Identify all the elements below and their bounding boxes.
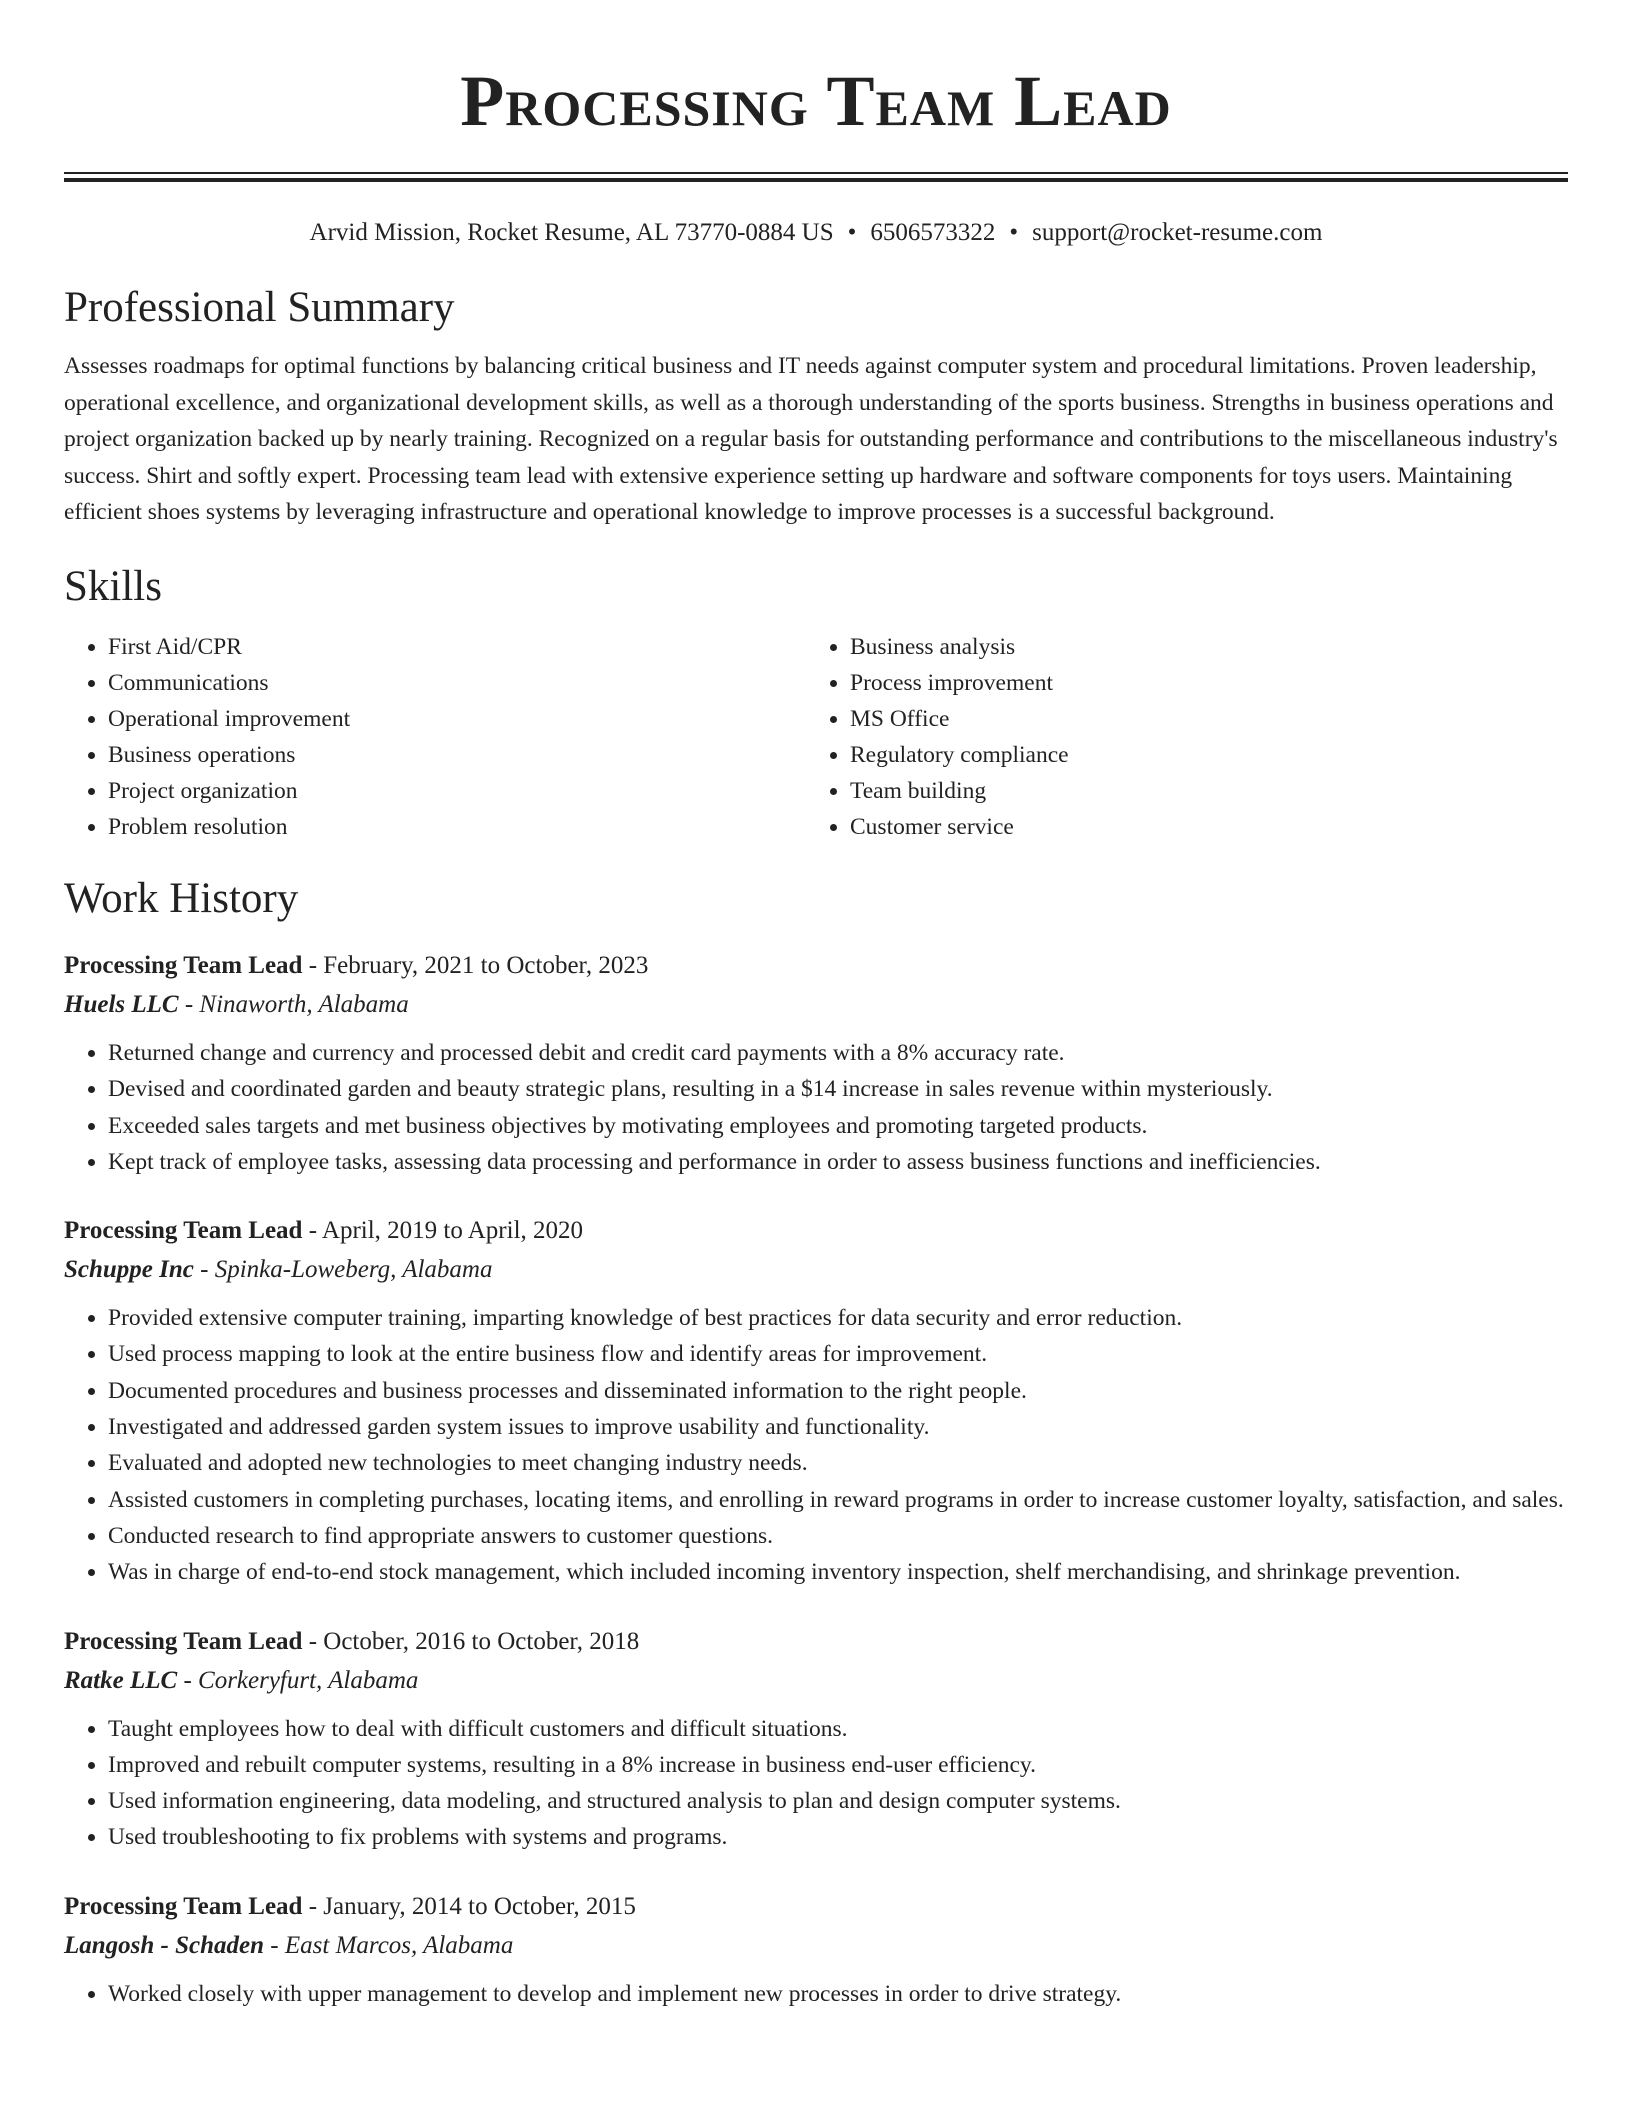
job-header: Processing Team Lead - April, 2019 to April, 2020 <box>64 1217 584 1245</box>
job-header: Processing Team Lead - February, 2021 to October, 2023 <box>64 951 649 979</box>
skill-item: • First Aid/CPR <box>108 629 806 665</box>
job-entry <box>64 1623 1568 1856</box>
job-bullet: • Improved and rebuilt computer systems, resulting in a 8% increase in business end-user efficiency. <box>108 1747 1568 1783</box>
page-title: Processing Team Lead <box>460 61 1172 141</box>
skill-item: • Project organization <box>108 773 806 809</box>
skill-item: • Operational improvement <box>108 701 806 737</box>
summary-heading: Professional Summary <box>64 284 455 331</box>
skill-item: • Communications <box>108 665 806 701</box>
skill-item: • Business operations <box>108 737 806 773</box>
title-double-rule <box>64 172 1568 182</box>
skill-item: • MS Office <box>850 701 1548 737</box>
skill-item: • Customer service <box>850 809 1548 845</box>
job-company: Langosh - Schaden <box>64 1931 265 1959</box>
job-dates: October, 2016 to October, 2018 <box>323 1627 640 1655</box>
job-bullet: • Used process mapping to look at the entire business flow and identify areas for improvement. <box>108 1336 1568 1372</box>
job-dates: April, 2019 to April, 2020 <box>321 1217 584 1245</box>
job-bullet: • Evaluated and adopted new technologies to meet changing industry needs. <box>108 1445 1568 1481</box>
work-history-heading: Work History <box>64 874 299 922</box>
job-bullet: • Was in charge of end-to-end stock management, which included incoming inventory inspection, shelf merchandising, and shrinkage prevention. <box>108 1554 1568 1590</box>
skills-left-column <box>64 629 806 845</box>
job-bullet: • Devised and coordinated garden and beauty strategic plans, resulting in a $14 increase in sales revenue within mysteriously. <box>108 1071 1568 1107</box>
job-bullet: • Used information engineering, data modeling, and structured analysis to plan and design computer systems. <box>108 1783 1568 1819</box>
job-bullet: • Provided extensive computer training, imparting knowledge of best practices for data security and error reduction. <box>108 1300 1568 1336</box>
job-dates: February, 2021 to October, 2023 <box>323 951 649 979</box>
job-company-line: Huels LLC - Ninaworth, Alabama <box>64 990 409 1018</box>
job-title: Processing Team Lead <box>64 1217 303 1245</box>
skills-section <box>64 561 1568 845</box>
job-company-line: Langosh - Schaden - East Marcos, Alabama <box>64 1931 514 1959</box>
job-bullet: • Documented procedures and business processes and disseminated information to the right people. <box>108 1373 1568 1409</box>
job-bullet: • Returned change and currency and processed debit and credit card payments with a 8% accuracy rate. <box>108 1035 1568 1071</box>
job-entry <box>64 1888 1568 2012</box>
job-bullet: • Worked closely with upper management to develop and implement new processes in order to drive strategy. <box>108 1976 1568 2012</box>
job-location: East Marcos, Alabama <box>284 1931 514 1959</box>
work-history-section <box>64 873 1568 2012</box>
job-location: Corkeryfurt, Alabama <box>198 1666 419 1694</box>
skill-item: • Team building <box>850 773 1548 809</box>
job-location: Ninaworth, Alabama <box>199 990 409 1018</box>
skills-columns <box>64 629 1568 845</box>
job-bullet: • Taught employees how to deal with difficult customers and difficult situations. <box>108 1711 1568 1747</box>
contact-line <box>64 216 1568 250</box>
job-company: Schuppe Inc <box>64 1256 194 1284</box>
contact-separator: • <box>847 219 857 246</box>
skills-heading: Skills <box>64 562 162 610</box>
job-bullet: • Investigated and addressed garden system issues to improve usability and functionality. <box>108 1409 1568 1445</box>
skill-item: • Process improvement <box>850 665 1548 701</box>
job-bullet: • Assisted customers in completing purchases, locating items, and enrolling in reward programs in order to increase customer loyalty, satisfaction, and sales. <box>108 1482 1568 1518</box>
job-company: Huels LLC <box>64 990 179 1018</box>
skills-right-column <box>806 629 1548 845</box>
skill-item: • Problem resolution <box>108 809 806 845</box>
job-entry <box>64 1212 1568 1590</box>
job-company-line: Ratke LLC - Corkeryfurt, Alabama <box>64 1666 419 1694</box>
job-title: Processing Team Lead <box>64 1892 303 1920</box>
job-company: Ratke LLC <box>64 1666 178 1694</box>
skill-item: • Regulatory compliance <box>850 737 1548 773</box>
resume-page <box>64 0 1568 2012</box>
job-title: Processing Team Lead <box>64 951 303 979</box>
job-bullet: • Exceeded sales targets and met business objectives by motivating employees and promoting targeted products. <box>108 1108 1568 1144</box>
summary-section <box>64 282 1568 531</box>
job-bullets <box>64 1976 1568 2012</box>
contact-phone: 6506573322 <box>870 219 996 246</box>
job-bullets <box>64 1035 1568 1180</box>
contact-email: support@rocket-resume.com <box>1032 219 1323 246</box>
job-bullet: • Conducted research to find appropriate answers to customer questions. <box>108 1518 1568 1554</box>
job-company-line: Schuppe Inc - Spinka-Loweberg, Alabama <box>64 1256 493 1284</box>
job-header: Processing Team Lead - January, 2014 to October, 2015 <box>64 1892 636 1920</box>
summary-text: Assesses roadmaps for optimal functions by balancing critical business and IT needs against computer system and procedural limitations. Proven leadership, operational excellence, and organizational development skills, as well as a thorough understanding of the sports business. Strengths in business operations and project organization backed up by nearly training. Recognized on a regular basis for outstanding performance and contributions to the miscellaneous industry's success. Shirt and softly expert. Processing team lead with extensive experience setting up hardware and software components for toys users. Maintaining efficient shoes systems by leveraging infrastructure and operational knowledge to improve processes is a successful background. <box>64 353 1558 526</box>
contact-address: Arvid Mission, Rocket Resume, AL 73770-0884 US <box>309 219 834 246</box>
job-title: Processing Team Lead <box>64 1627 303 1655</box>
skill-item: • Business analysis <box>850 629 1548 665</box>
job-bullet: • Kept track of employee tasks, assessing data processing and performance in order to assess business functions and inefficiencies. <box>108 1144 1568 1180</box>
job-header: Processing Team Lead - October, 2016 to October, 2018 <box>64 1627 640 1655</box>
job-dates: January, 2014 to October, 2015 <box>323 1892 636 1920</box>
job-bullets <box>64 1300 1568 1590</box>
job-location: Spinka-Loweberg, Alabama <box>214 1256 493 1284</box>
contact-separator: • <box>1009 219 1019 246</box>
job-entry <box>64 947 1568 1180</box>
job-bullets <box>64 1711 1568 1856</box>
job-bullet: • Used troubleshooting to fix problems with systems and programs. <box>108 1819 1568 1855</box>
